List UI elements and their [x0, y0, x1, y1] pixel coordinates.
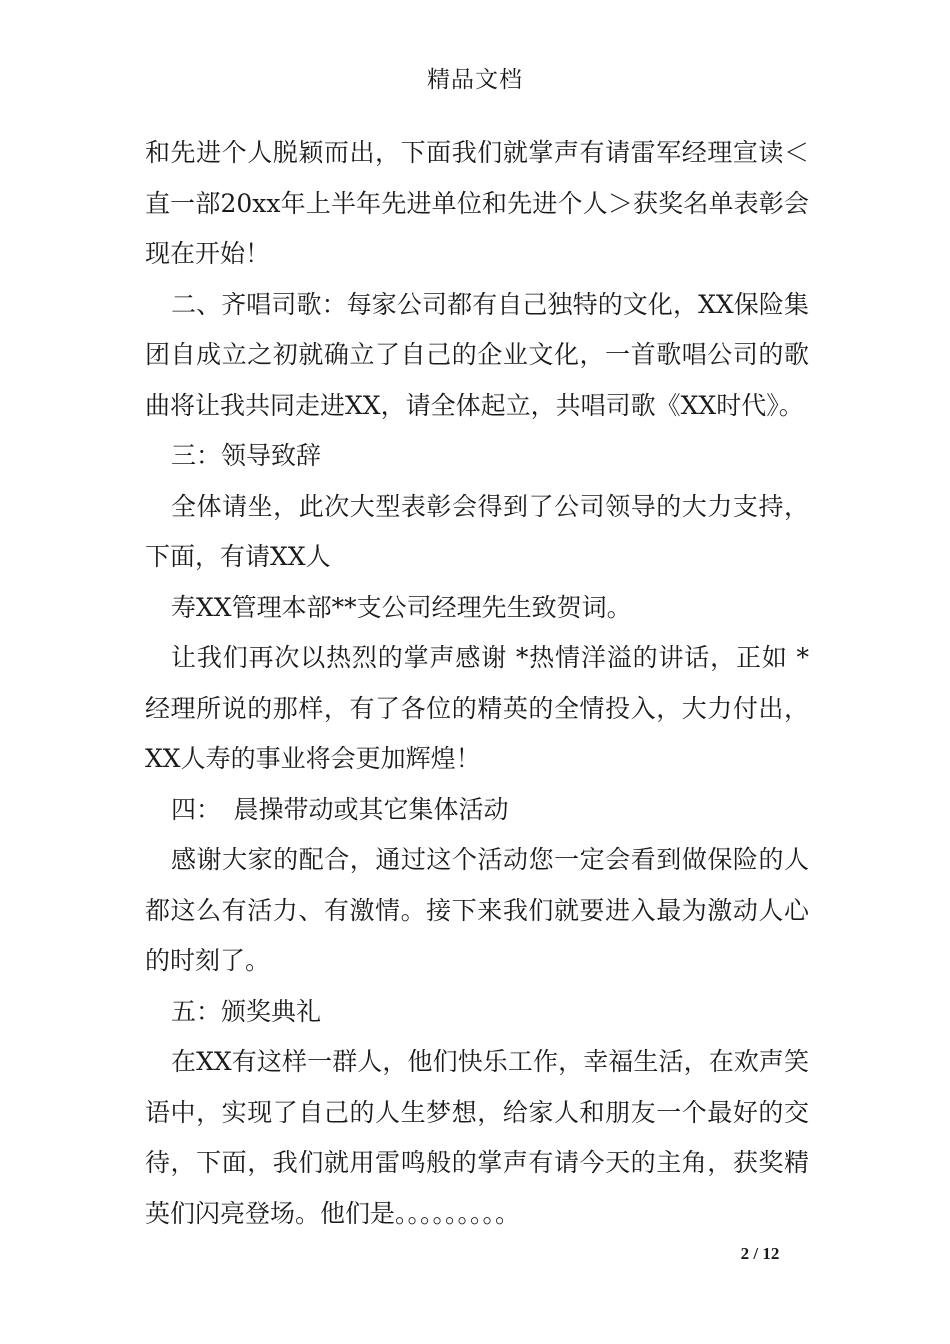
paragraph-1: 和先进个人脱颖而出，下面我们就掌声有请雷军经理宣读＜直一部20xx年上半年先进单位和先进个人＞获奖名单表彰会现在开始！	[145, 138, 809, 268]
paragraph-8: 感谢大家的配合，通过这个活动您一定会看到做保险的人都这么有活力、有激情。接下来我们就要进入最为激动人心的时刻了。	[145, 845, 809, 975]
paragraph-10: 在XX有这样一群人，他们快乐工作，幸福生活，在欢声笑语中，实现了自己的人生梦想，给家人和朋友一个最好的交待，下面，我们就用雷鸣般的掌声有请今天的主角，获奖精英们闪亮登场。他们是。。。。。。。。。	[145, 1047, 809, 1228]
page-header-title: 精品文档	[427, 67, 523, 93]
paragraph-4: 全体请坐，此次大型表彰会得到了公司领导的大力支持，下面，有请XX人	[145, 491, 809, 571]
document-body	[145, 128, 809, 1239]
paragraph-5: 寿XX管理本部**支公司经理先生致贺词。	[171, 592, 632, 622]
page-number: 2 / 12	[740, 1244, 780, 1263]
section-heading-5: 五：颁奖典礼	[171, 996, 322, 1026]
paragraph-6: 让我们再次以热烈的掌声感谢 *热情洋溢的讲话，正如 *经理所说的那样，有了各位的精英的全情投入，大力付出，XX人寿的事业将会更加辉煌！	[145, 643, 809, 773]
section-heading-3: 三：领导致辞	[171, 441, 322, 470]
paragraph-2: 二、齐唱司歌：每家公司都有自己独特的文化，XX保险集团自成立之初就确立了自己的企业文化，一首歌唱公司的歌曲将让我共同走进XX，请全体起立，共唱司歌《XX时代》。	[145, 289, 809, 420]
section-heading-4: 四： 晨操带动或其它集体活动	[171, 794, 509, 824]
